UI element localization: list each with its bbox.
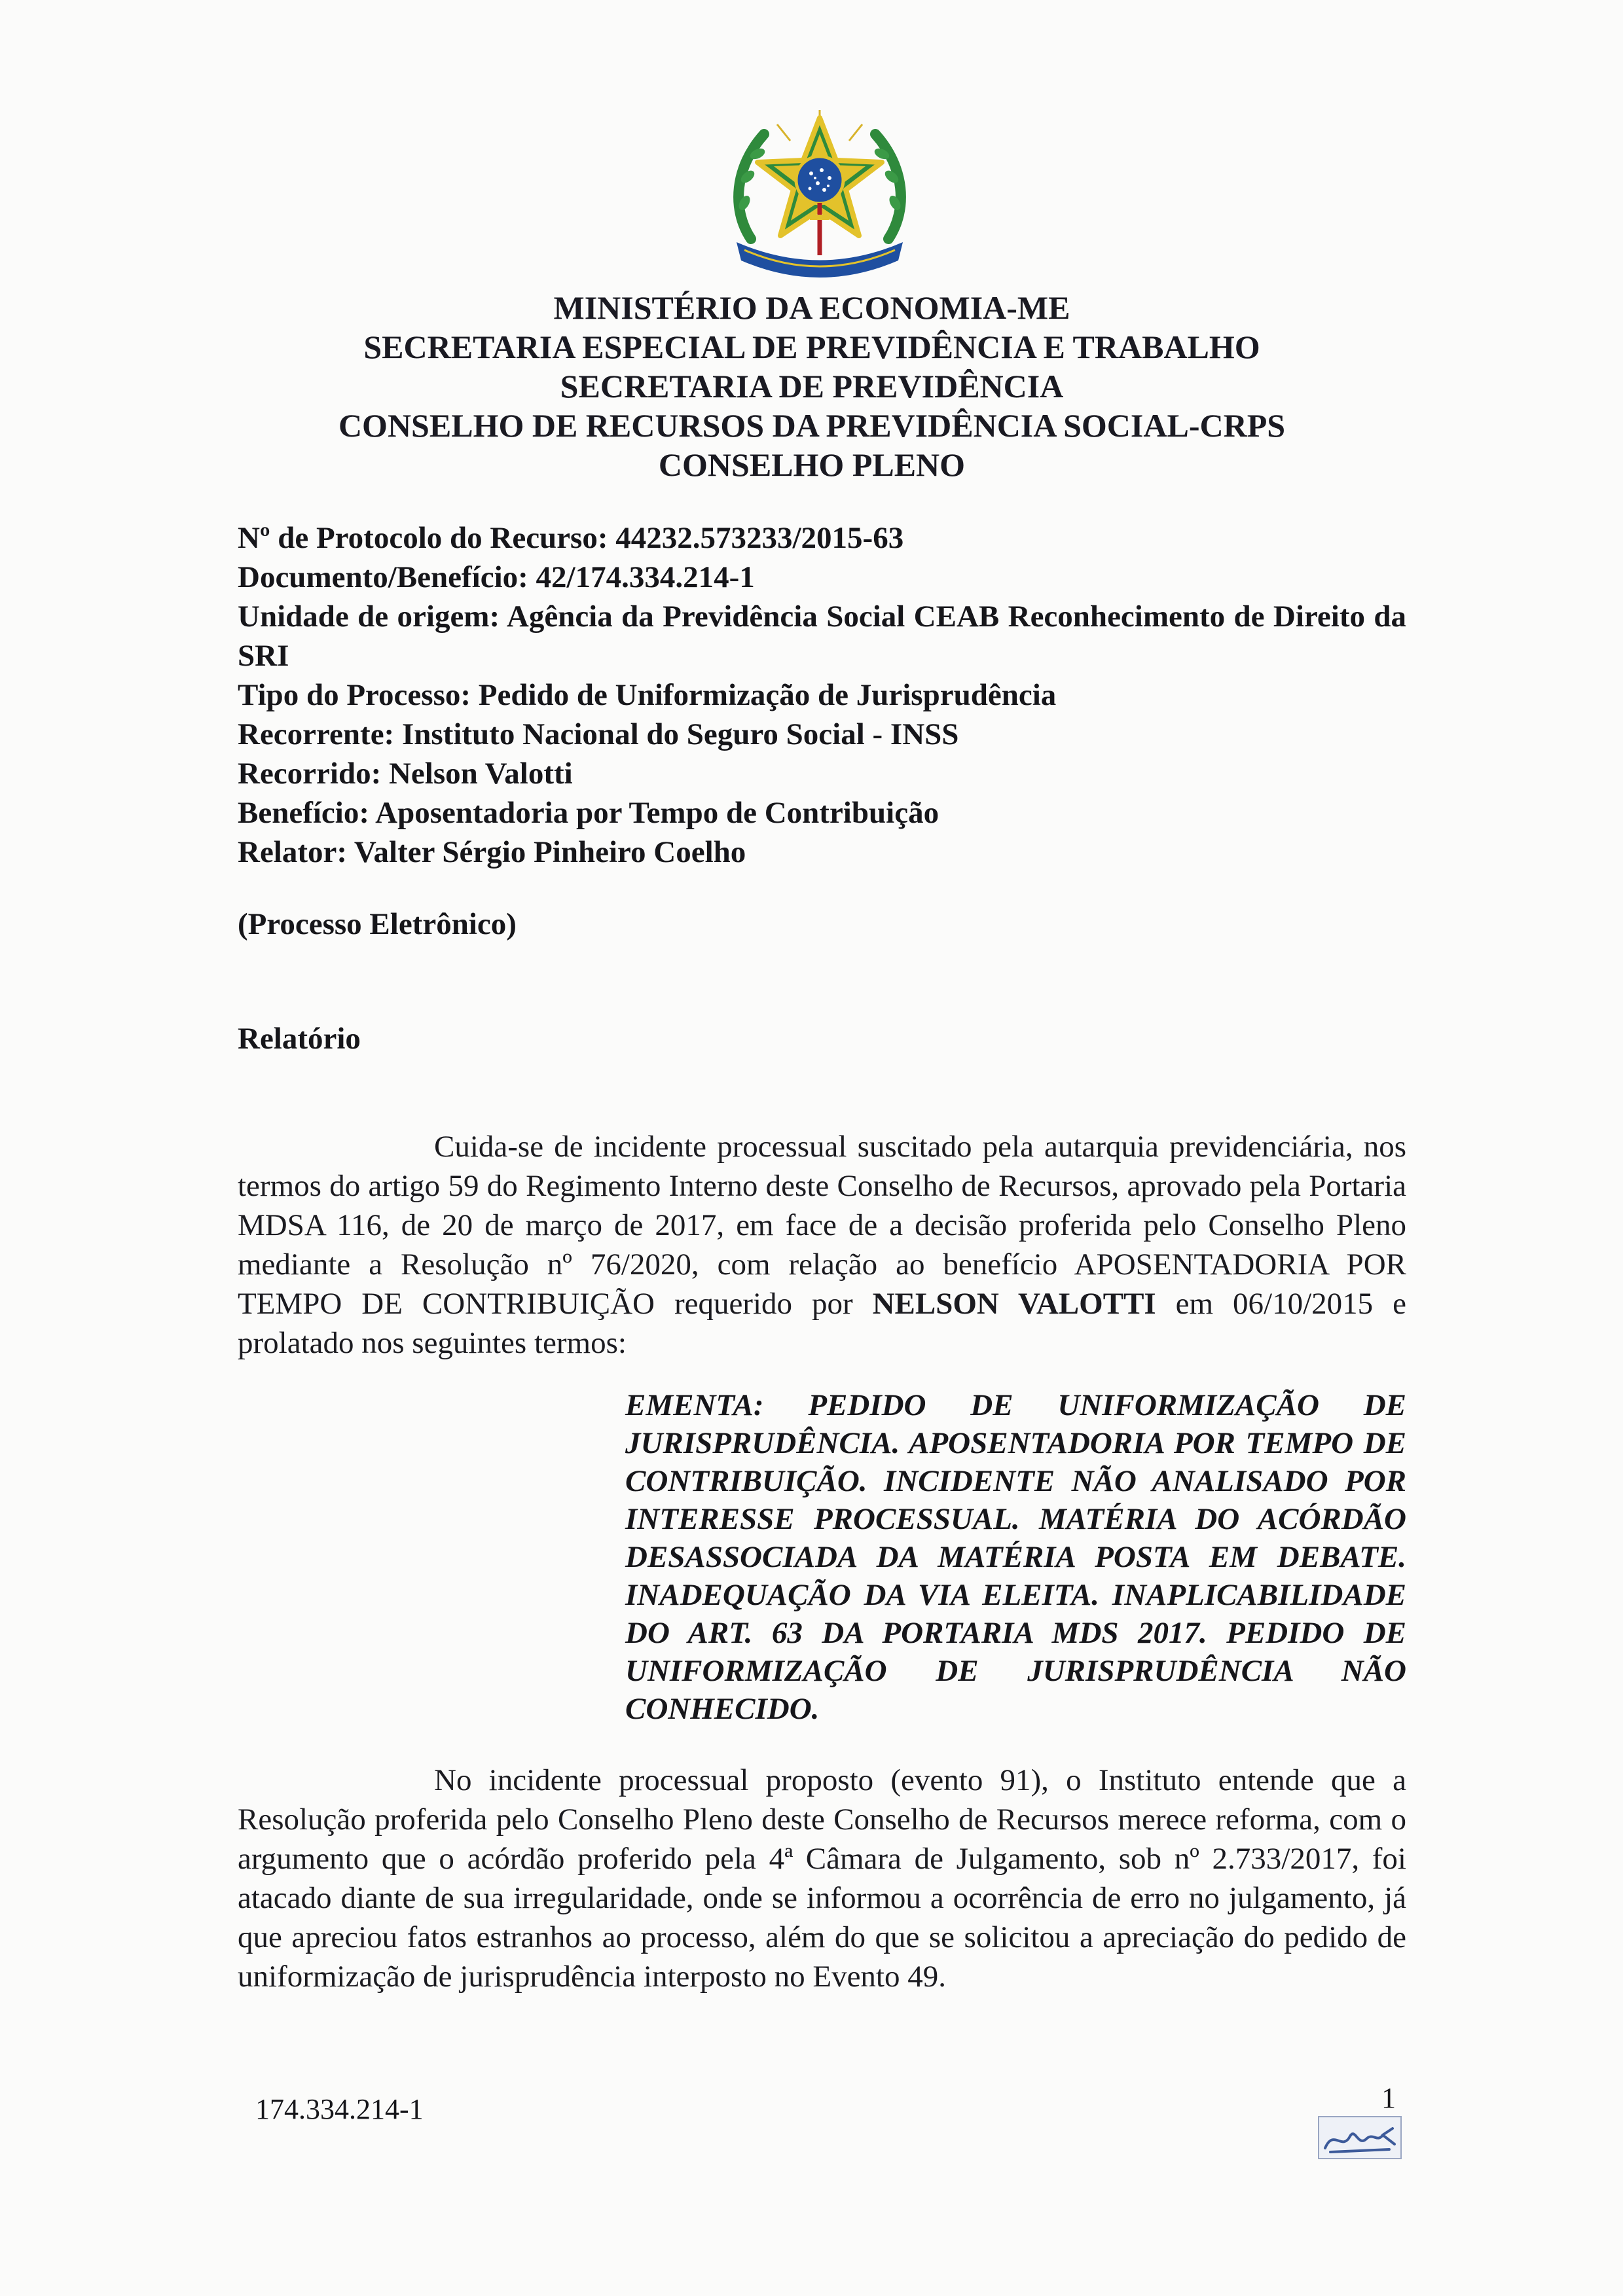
paragraph-1	[238, 1127, 1406, 1363]
paragraph-1-text-after: em 06/10/2015 e prolatado nos seguintes termos:	[238, 1287, 1406, 1360]
document-header	[196, 288, 1427, 484]
rapporteur: Relator: Valter Sérgio Pinheiro Coelho	[238, 835, 746, 869]
paragraph-1-text-before: Cuida-se de incidente processual suscitado pela autarquia previdenciária, nos termos do artigo 59 do Regimento Interno deste Conselho de Recursos, aprovado pela Portaria MDSA 116, de 20 de março de 2017, em face de a decisão proferida pelo Conselho Pleno mediante a Resolução nº 76/2020, com relação ao benefício APOSENTADORIA POR TEMPO DE CONTRIBUIÇÃO requerido por	[238, 1130, 1406, 1321]
paragraph-2: No incidente processual proposto (evento 91), o Instituto entende que a Resolução proferida pelo Conselho Pleno deste Conselho de Recursos merece reforma, com o argumento que o acórdão proferido pela 4ª Câmara de Julgamento, sob nº 2.733/2017, foi atacado diante de sua irregularidade, onde se informou a ocorrência de erro no julgamento, já que apreciou fatos estranhos ao processo, além do que se solicitou a apreciação do pedido de uniformização de jurisprudência interposto no Evento 49.	[238, 1763, 1406, 1994]
document-benefit-number: Documento/Benefício: 42/174.334.214-1	[238, 560, 755, 594]
process-type: Tipo do Processo: Pedido de Uniformização de Jurisprudência	[238, 678, 1057, 712]
electronic-process-note: (Processo Eletrônico)	[238, 907, 517, 941]
header-line-council: CONSELHO DE RECURSOS DA PREVIDÊNCIA SOCIAL-CRPS	[338, 407, 1286, 444]
ementa-block: EMENTA: PEDIDO DE UNIFORMIZAÇÃO DE JURISPRUDÊNCIA. APOSENTADORIA POR TEMPO DE CONTRIBUIÇÃO. INCIDENTE NÃO ANALISADO POR INTERESSE PROCESSUAL. MATÉRIA DO ACÓRDÃO DESASSOCIADA DA MATÉRIA POSTA EM DEBATE. INADEQUAÇÃO DA VIA ELEITA. INAPLICABILIDADE DO ART. 63 DA PORTARIA MDS 2017. PEDIDO DE UNIFORMIZAÇÃO DE JURISPRUDÊNCIA NÃO CONHECIDO.	[625, 1388, 1406, 1726]
page-number: 1	[1381, 2082, 1396, 2114]
handwritten-initials-icon	[1317, 2115, 1402, 2160]
brazil-coat-of-arms-icon	[725, 105, 915, 278]
benefit-type: Benefício: Aposentadoria por Tempo de Contribuição	[238, 796, 939, 830]
header-line-plenary: CONSELHO PLENO	[658, 446, 966, 483]
case-metadata	[238, 518, 1406, 872]
protocol-number: Nº de Protocolo do Recurso: 44232.573233/2015-63	[238, 521, 904, 555]
appellee-name: NELSON VALOTTI	[872, 1287, 1156, 1321]
footer-document-number: 174.334.214-1	[255, 2093, 424, 2125]
header-line-ministry: MINISTÉRIO DA ECONOMIA-ME	[553, 289, 1070, 326]
header-line-secretariat: SECRETARIA DE PREVIDÊNCIA	[560, 368, 1064, 404]
header-line-special-secretariat: SECRETARIA ESPECIAL DE PREVIDÊNCIA E TRABALHO	[363, 329, 1260, 365]
section-title: Relatório	[238, 1022, 361, 1056]
appellant: Recorrente: Instituto Nacional do Seguro Social - INSS	[238, 717, 959, 751]
appellee: Recorrido: Nelson Valotti	[238, 757, 573, 791]
origin-unit: Unidade de origem: Agência da Previdência Social CEAB Reconhecimento de Direito da SRI	[238, 600, 1406, 673]
